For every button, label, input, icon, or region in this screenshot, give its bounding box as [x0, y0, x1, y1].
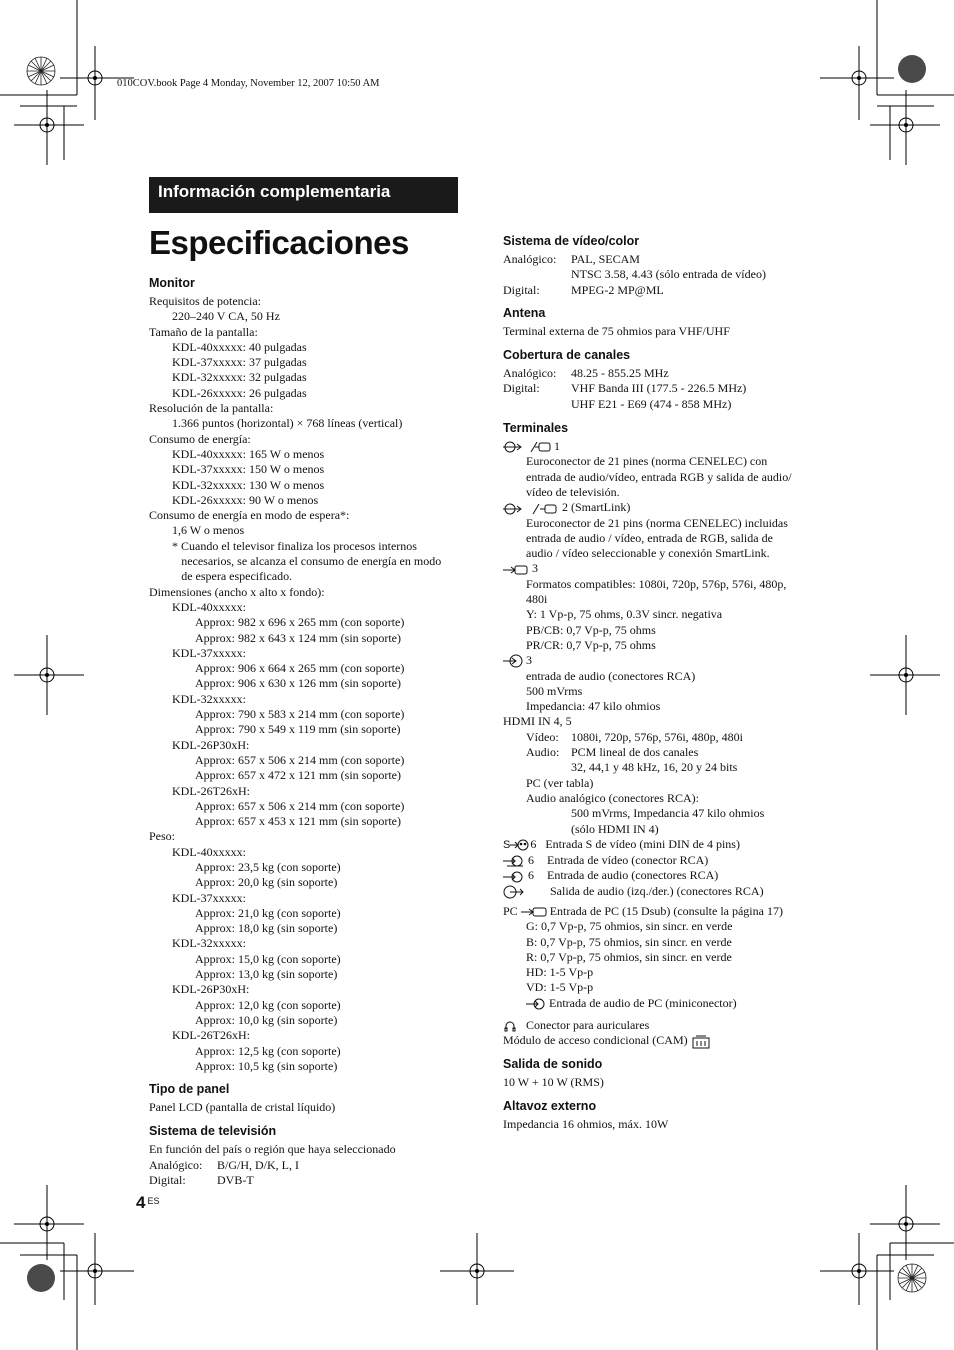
panel-heading: Tipo de panel: [149, 1082, 230, 1097]
scart-1: 1: [503, 439, 823, 454]
spec-line: 500 mVrms: [526, 683, 583, 698]
antenna-text: Terminal externa de 75 ohmios para VHF/UHF: [503, 323, 730, 338]
scart-2: 2 (SmartLink): [503, 500, 823, 515]
tv-system-digital: Digital: DVB-T: [149, 1173, 254, 1188]
spec-line: B: 0,7 Vp-p, 75 ohmios, sin sincr. en verde: [526, 934, 732, 949]
speaker-heading: Altavoz externo: [503, 1098, 597, 1113]
page-title: Especificaciones: [149, 224, 409, 261]
component-3: 3: [503, 561, 823, 576]
spec-line: Approx: 12,5 kg (con soporte): [195, 1043, 341, 1058]
section-banner-label: Información complementaria: [158, 182, 391, 201]
spec-line: PR/CR: 0,7 Vp-p, 75 ohms: [526, 637, 656, 652]
sound-text: 10 W + 10 W (RMS): [503, 1074, 604, 1089]
terminals-heading: Terminales: [503, 421, 569, 436]
scart-in-out-icon: [503, 441, 551, 453]
video-input-icon: [503, 855, 525, 867]
spec-line: 1,6 W o menos: [172, 523, 245, 538]
spec-line: * Cuando el televisor finaliza los procesos internos: [172, 538, 417, 553]
video-6: 6 Entrada de vídeo (conector RCA): [503, 853, 823, 868]
audio-input-icon: [503, 654, 523, 668]
spec-line: vídeo de televisión.: [526, 484, 620, 499]
spec-line: Approx: 657 x 453 x 121 mm (sin soporte): [195, 814, 401, 829]
pc-audio-input-icon: [526, 998, 546, 1010]
spec-line: G: 0,7 Vp-p, 75 ohmios, sin sincr. en verde: [526, 919, 733, 934]
spec-line: audio / vídeo seleccionable y conexión SmartLink.: [526, 546, 770, 561]
cam-module: Módulo de acceso condicional (CAM): [503, 1033, 823, 1048]
spec-line: Approx: 906 x 630 x 126 mm (sin soporte): [195, 676, 401, 691]
spec-line: Approx: 790 x 583 x 214 mm (con soporte): [195, 707, 405, 722]
pc-audio: Entrada de audio de PC (miniconector): [503, 996, 823, 1011]
speaker-text: Impedancia 16 ohmios, máx. 10W: [503, 1116, 669, 1131]
spec-line: KDL-37xxxxx:: [172, 645, 246, 660]
spec-line: Peso:: [149, 829, 176, 844]
spec-line: Formatos compatibles: 1080i, 720p, 576p, 576i, 480p,: [526, 576, 787, 591]
spec-line: KDL-37xxxxx:: [172, 890, 246, 905]
spec-line: Approx: 982 x 643 x 124 mm (sin soporte): [195, 630, 401, 645]
monitor-spec-list: [149, 294, 469, 1074]
spec-line: Approx: 10,5 kg (sin soporte): [195, 1058, 338, 1073]
spec-line: de espera especificado.: [181, 569, 293, 584]
s-video-6: S 6 Entrada S de vídeo (mini DIN de 4 pins): [503, 836, 740, 851]
spec-line: Approx: 13,0 kg (sin soporte): [195, 967, 338, 982]
spec-line: Approx: 10,0 kg (sin soporte): [195, 1012, 338, 1027]
spec-line: Approx: 906 x 664 x 265 mm (con soporte): [195, 661, 405, 676]
spec-line: KDL-40xxxxx: 165 W o menos: [172, 446, 325, 461]
spec-line: Approx: 21,0 kg (con soporte): [195, 905, 341, 920]
spec-line: Euroconector de 21 pins (norma CENELEC) incluidas: [526, 515, 788, 530]
spec-line: Approx: 657 x 506 x 214 mm (con soporte): [195, 798, 405, 813]
spec-line: 220–240 V CA, 50 Hz: [172, 309, 280, 324]
left-column: [149, 270, 469, 1188]
spec-line: KDL-32xxxxx: 130 W o menos: [172, 477, 325, 492]
spec-line: KDL-32xxxxx:: [172, 936, 246, 951]
spec-line: Approx: 15,0 kg (con soporte): [195, 951, 341, 966]
spec-line: KDL-26T26xH:: [172, 1028, 250, 1043]
tv-system-analog: Analógico: B/G/H, D/K, L, I: [149, 1157, 299, 1172]
spec-line: KDL-40xxxxx:: [172, 599, 246, 614]
audio-output-icon: [503, 885, 525, 899]
audio-in-3: 3: [503, 653, 823, 668]
tv-system-heading: Sistema de televisión: [149, 1124, 277, 1139]
spec-line: Approx: 23,5 kg (con soporte): [195, 859, 341, 874]
spec-line: VD: 1-5 Vp-p: [526, 980, 594, 995]
monitor-heading: Monitor: [149, 276, 195, 290]
spec-line: KDL-26P30xH:: [172, 982, 250, 997]
channels-heading: Cobertura de canales: [503, 348, 631, 363]
spec-line: KDL-26xxxxx: 26 pulgadas: [172, 385, 307, 400]
book-header-note: 010COV.book Page 4 Monday, November 12, 2007 10:50 AM: [117, 78, 380, 89]
spec-line: KDL-32xxxxx:: [172, 691, 246, 706]
video-heading: Sistema de vídeo/color: [503, 234, 640, 248]
audio-6: 6 Entrada de audio (conectores RCA): [503, 868, 823, 883]
antenna-heading: Antena: [503, 305, 546, 320]
spec-line: entrada de audio/vídeo, entrada RGB y salida de audio/: [526, 469, 792, 484]
hdmi-label: HDMI IN 4, 5: [503, 714, 572, 729]
spec-line: R: 0,7 Vp-p, 75 ohmios, sin sincr. en verde: [526, 949, 732, 964]
headphones-icon: [503, 1020, 517, 1032]
spec-line: entrada de audio (conectores RCA): [526, 668, 696, 683]
pc-input-icon: [521, 906, 547, 918]
headphones: Conector para auriculares: [503, 1018, 823, 1033]
spec-line: KDL-26P30xH:: [172, 737, 250, 752]
right-column: Sistema de vídeo/color Analógico: PAL, SECAM NTSC 3.58, 4.43 (sólo entrada de vídeo) Digital: MPEG-2 MP@ML Antena Terminal externa de 75 ohmios para VHF/UHF Cobertura de canales Analógico: 48.25 - 855.25 MHz Digital: VHF Banda III (177.5 - 226.5 MHz) UHF E21 - E69 (474 - 858 MHz) Terminales 1 Euroconector de 21 pines (norma CENELEC) con entrada de audio/vídeo, entrada RGB y salida de audio/ vídeo de televisión. 2 (SmartLink) Euroconector de 21 pins (norma CENELEC) incluidas entrada de audio / vídeo, entrada de RGB, salida de audio / vídeo seleccionable y conexión SmartLink. 3 Formatos compatibles: 1080i, 720p, 576p, 576i, 480p, 480i Y: 1 Vp-p, 75 ohms, 0.3V sincr. negativa PB/CB: 0,7 Vp-p, 75 ohms PR/CR: 0,7 Vp-p, 75 ohms 3 entrada de audio (conectores RCA) 500 mVrms Impedancia: 47 kilo ohmios HDMI IN 4, 5 Vídeo: 1080i, 720p, 576p, 576i, 480p, 480i Audio: PCM lineal de dos canales 32, 44,1 y 48 kHz, 16, 20 y 24 bits PC (ver tabla) Audio analógico (conectores RCA): 500 mVrms, Impedancia 47 kilo ohmios (sólo HDMI IN 4) S 6 Entrada S de vídeo (mini DIN de 4 pins) 6 Entrada de vídeo (conector RCA) 6 Entrada de audio (conectores RCA) Salida de audio (izq./der.) (conectores RCA) PC Entrada de PC (15 Dsub) (consulte la página 17) G: 0,7 Vp-p, 75 ohmios, sin sincr. en verde B: 0,7 Vp-p, 75 ohmios, sin sincr. en verde R: 0,7 Vp-p, 75 ohmios, sin sincr. en verde HD: 1-5 Vp-p VD: 1-5 Vp-p Entrada de audio de PC (miniconector) Conector para auriculares Módulo de acceso condicional (CAM) Salida de sonido 10 W + 10 W (RMS) Altavoz externo Impedancia 16 ohmios, máx. 10W: [503, 228, 823, 1132]
cam-slot-icon: [691, 1035, 711, 1049]
spec-line: KDL-37xxxxx: 150 W o menos: [172, 462, 325, 477]
spec-line: Consumo de energía en modo de espera*:: [149, 508, 350, 523]
spec-line: Y: 1 Vp-p, 75 ohms, 0.3V sincr. negativa: [526, 607, 723, 622]
s-video-icon: [510, 839, 530, 851]
spec-line: Approx: 790 x 549 x 119 mm (sin soporte): [195, 722, 401, 737]
scart-in-out-icon: [503, 503, 559, 515]
spec-line: Resolución de la pantalla:: [149, 401, 274, 416]
spec-line: Consumo de energía:: [149, 431, 251, 446]
spec-line: Approx: 20,0 kg (sin soporte): [195, 875, 338, 890]
spec-line: KDL-26xxxxx: 90 W o menos: [172, 492, 319, 507]
audio-input-icon: [503, 871, 525, 883]
spec-line: PB/CB: 0,7 Vp-p, 75 ohms: [526, 622, 656, 637]
spec-line: Approx: 982 x 696 x 265 mm (con soporte): [195, 615, 405, 630]
spec-line: 1.366 puntos (horizontal) × 768 líneas (vertical): [172, 416, 403, 431]
spec-line: necesarios, se alcanza el consumo de energía en modo: [181, 554, 442, 569]
spec-line: entrada de audio / vídeo, entrada de RGB, salida de: [526, 530, 773, 545]
spec-line: Approx: 657 x 506 x 214 mm (con soporte): [195, 752, 405, 767]
spec-line: 480i: [526, 592, 548, 607]
spec-line: Dimensiones (ancho x alto x fondo):: [149, 584, 325, 599]
panel-text: Panel LCD (pantalla de cristal líquido): [149, 1100, 336, 1115]
section-banner: [149, 177, 458, 215]
spec-line: Tamaño de la pantalla:: [149, 324, 258, 339]
page-number: 4 $^{ES}$: [136, 1193, 160, 1212]
spec-line: Approx: 657 x 472 x 121 mm (sin soporte): [195, 768, 401, 783]
spec-line: Euroconector de 21 pines (norma CENELEC) con: [526, 454, 768, 469]
spec-line: Approx: 18,0 kg (sin soporte): [195, 921, 338, 936]
tv-system-text: En función del país o región que haya seleccionado: [149, 1142, 396, 1157]
spec-line: Impedancia: 47 kilo ohmios: [526, 699, 661, 714]
spec-line: HD: 1-5 Vp-p: [526, 965, 594, 980]
pc-input: PC Entrada de PC (15 Dsub) (consulte la página 17): [503, 903, 783, 918]
component-input-icon: [503, 564, 529, 576]
audio-out: Salida de audio (izq./der.) (conectores RCA): [503, 884, 823, 899]
spec-line: KDL-26T26xH:: [172, 783, 250, 798]
spec-line: KDL-32xxxxx: 32 pulgadas: [172, 370, 307, 385]
spec-line: KDL-40xxxxx:: [172, 844, 246, 859]
spec-line: KDL-37xxxxx: 37 pulgadas: [172, 355, 307, 370]
sound-heading: Salida de sonido: [503, 1056, 603, 1071]
spec-line: KDL-40xxxxx: 40 pulgadas: [172, 339, 307, 354]
spec-line: Approx: 12,0 kg (con soporte): [195, 997, 341, 1012]
spec-line: Requisitos de potencia:: [149, 294, 261, 308]
